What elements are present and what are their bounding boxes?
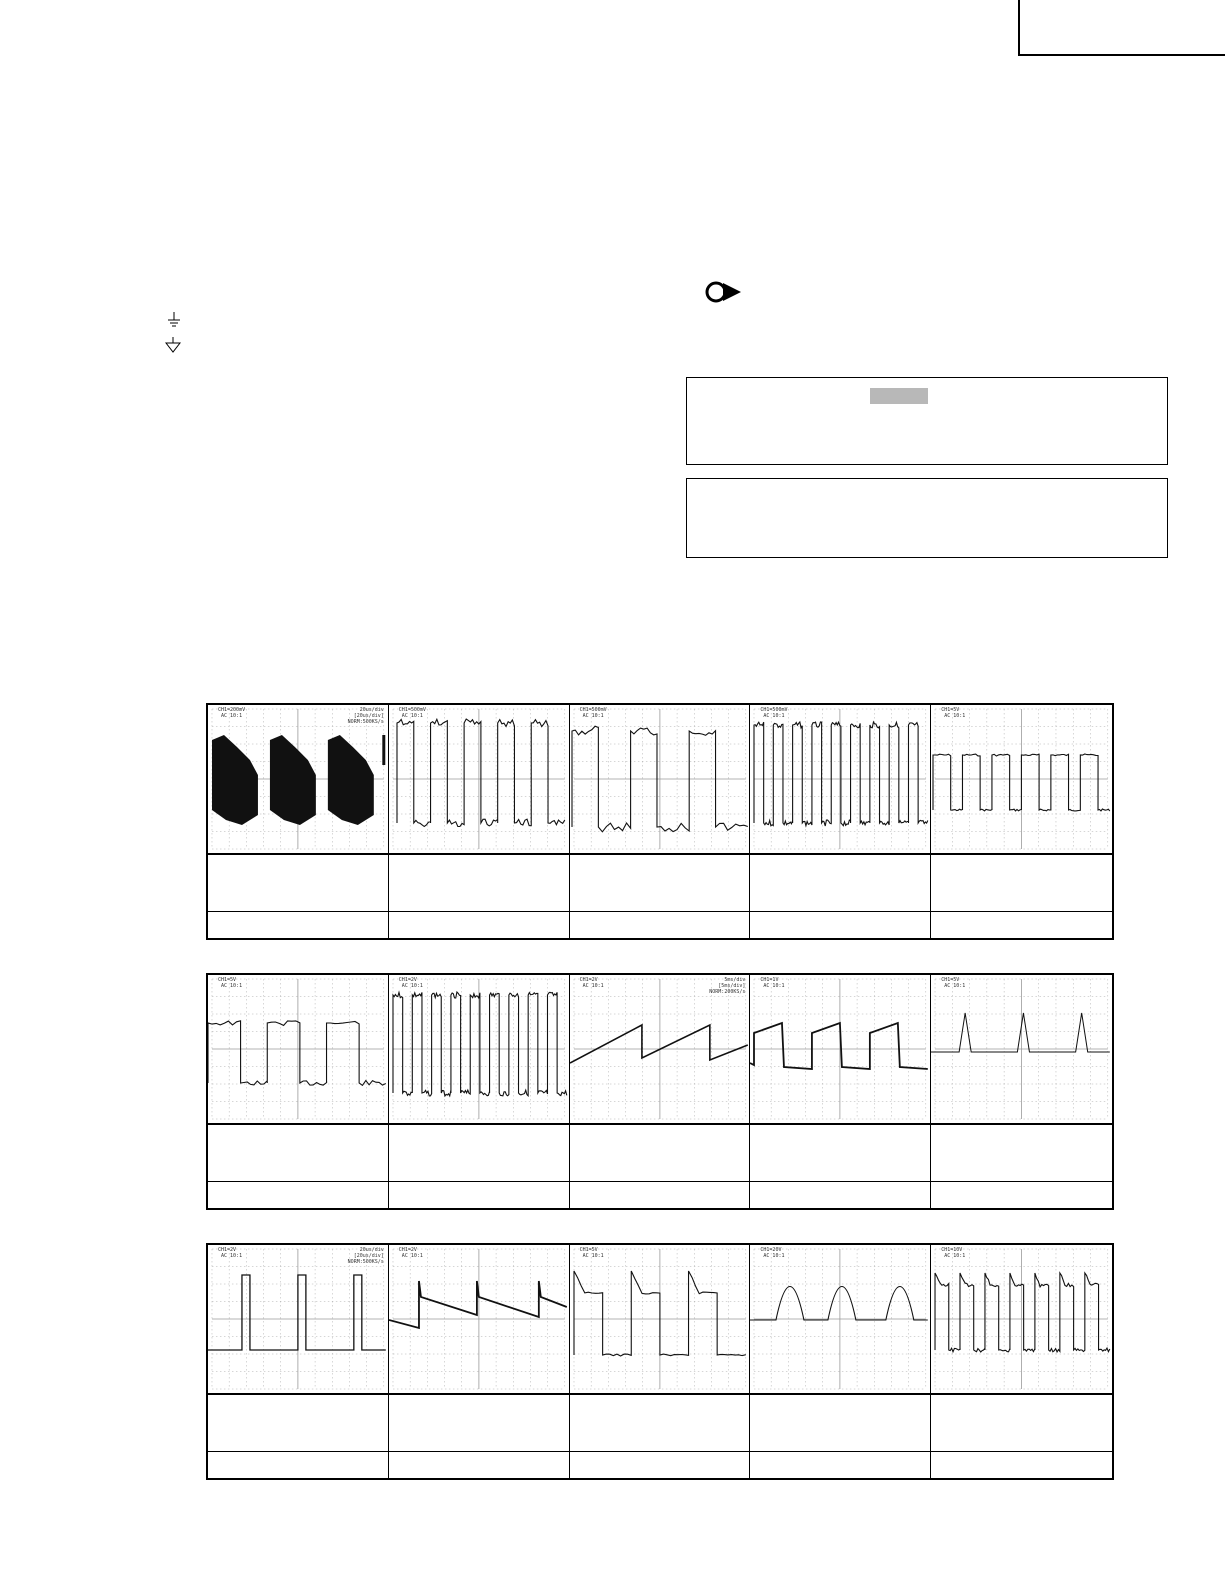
waveform-screen bbox=[208, 975, 388, 1125]
waveform-screen bbox=[750, 975, 930, 1125]
scope-setting-left: CH1=2V AC 10:1 bbox=[398, 977, 423, 989]
note-box-1 bbox=[686, 377, 1168, 465]
waveform-screen bbox=[570, 705, 750, 855]
waveform-plot bbox=[208, 1245, 388, 1393]
scope-setting-right: 5ms/div [5ms/div] NORM:200KS/s bbox=[709, 977, 746, 995]
waveform-plot bbox=[750, 705, 930, 853]
waveform-screen bbox=[570, 1245, 750, 1395]
waveform-trace bbox=[754, 722, 928, 826]
waveform-table bbox=[206, 973, 1114, 1210]
waveform-trace bbox=[750, 1287, 928, 1321]
waveform-screen bbox=[570, 975, 750, 1125]
waveform-cell bbox=[931, 975, 1112, 1208]
scope-setting-left: CH1=2V AC 10:1 bbox=[579, 977, 604, 989]
scope-setting-left: CH1=500mV AC 10:1 bbox=[760, 707, 788, 719]
waveform-screen bbox=[208, 1245, 388, 1395]
waveform-screen bbox=[931, 1245, 1112, 1395]
waveform-trace bbox=[208, 1021, 386, 1086]
waveform-caption bbox=[931, 1395, 1112, 1452]
page-number-box bbox=[1018, 0, 1225, 56]
waveform-caption bbox=[389, 1125, 569, 1182]
waveform-cell bbox=[208, 1245, 389, 1478]
waveform-plot bbox=[750, 1245, 930, 1393]
waveform-screen bbox=[389, 1245, 569, 1395]
waveform-trace bbox=[750, 1023, 928, 1069]
waveform-screen bbox=[931, 975, 1112, 1125]
waveform-caption bbox=[570, 1395, 750, 1452]
waveform-caption bbox=[750, 1125, 930, 1182]
waveform-plot bbox=[570, 1245, 750, 1393]
waveform-table bbox=[206, 703, 1114, 940]
scope-setting-left: CH1=2V AC 10:1 bbox=[398, 1247, 423, 1259]
waveform-label bbox=[389, 912, 569, 938]
waveform-cell bbox=[570, 705, 751, 938]
waveform-plot bbox=[389, 975, 569, 1123]
waveform-trace bbox=[212, 735, 258, 825]
waveform-label bbox=[570, 1182, 750, 1208]
waveform-trace bbox=[570, 1025, 748, 1063]
chassis-ground-icon bbox=[166, 312, 182, 330]
highlight-mark bbox=[870, 388, 928, 404]
waveform-trace bbox=[328, 735, 374, 825]
waveform-label bbox=[931, 912, 1112, 938]
waveform-cell bbox=[750, 705, 931, 938]
waveform-label bbox=[750, 1452, 930, 1478]
waveform-cell bbox=[208, 975, 389, 1208]
waveform-cell bbox=[389, 1245, 570, 1478]
signal-ground-icon bbox=[165, 337, 181, 355]
waveform-label bbox=[570, 912, 750, 938]
waveform-screen bbox=[750, 705, 930, 855]
waveform-caption bbox=[931, 855, 1112, 912]
waveform-trace bbox=[397, 719, 565, 827]
waveform-label bbox=[570, 1452, 750, 1478]
waveform-plot bbox=[389, 1245, 569, 1393]
scope-setting-left: CH1=5V AC 10:1 bbox=[579, 1247, 604, 1259]
waveform-caption bbox=[570, 1125, 750, 1182]
waveform-screen bbox=[931, 705, 1112, 855]
waveform-screen bbox=[750, 1245, 930, 1395]
waveform-caption bbox=[208, 1125, 388, 1182]
scope-setting-left: CH1=5V AC 10:1 bbox=[218, 977, 243, 989]
scope-setting-left: CH1=5V AC 10:1 bbox=[941, 707, 966, 719]
waveform-label bbox=[208, 1182, 388, 1208]
waveform-label bbox=[389, 1452, 569, 1478]
waveform-label bbox=[208, 912, 388, 938]
waveform-cell bbox=[931, 705, 1112, 938]
waveform-cell bbox=[570, 1245, 751, 1478]
waveform-plot bbox=[750, 975, 930, 1123]
waveform-caption bbox=[389, 855, 569, 912]
scope-setting-left: CH1=500mV AC 10:1 bbox=[579, 707, 607, 719]
scope-setting-right: 20us/div [20us/div] NORM:500KS/s bbox=[347, 707, 384, 725]
scope-setting-left: CH1=1V AC 10:1 bbox=[760, 977, 785, 989]
waveform-label bbox=[931, 1452, 1112, 1478]
waveform-plot bbox=[208, 705, 388, 853]
waveform-caption bbox=[570, 855, 750, 912]
waveform-label bbox=[208, 1452, 388, 1478]
waveform-cell bbox=[389, 975, 570, 1208]
note-pointer-icon bbox=[705, 280, 745, 304]
waveform-trace bbox=[933, 754, 1110, 811]
waveform-label bbox=[931, 1182, 1112, 1208]
waveform-cell bbox=[931, 1245, 1112, 1478]
waveform-caption bbox=[389, 1395, 569, 1452]
waveform-plot bbox=[208, 975, 388, 1123]
waveform-caption bbox=[208, 855, 388, 912]
waveform-plot bbox=[931, 705, 1112, 853]
scope-setting-left: CH1=10V AC 10:1 bbox=[941, 1247, 966, 1259]
waveform-label bbox=[389, 1182, 569, 1208]
waveform-plot bbox=[389, 705, 569, 853]
waveform-cell bbox=[208, 705, 389, 938]
waveform-plot bbox=[570, 975, 750, 1123]
waveform-caption bbox=[931, 1125, 1112, 1182]
waveform-label bbox=[750, 1182, 930, 1208]
waveform-cell bbox=[389, 705, 570, 938]
scope-setting-left: CH1=5V AC 10:1 bbox=[941, 977, 966, 989]
waveform-plot bbox=[570, 705, 750, 853]
waveform-plot bbox=[931, 975, 1112, 1123]
scope-setting-left: CH1=20V AC 10:1 bbox=[760, 1247, 785, 1259]
waveform-screen bbox=[389, 705, 569, 855]
waveform-screen bbox=[208, 705, 388, 855]
scope-setting-left: CH1=2V AC 10:1 bbox=[218, 1247, 243, 1259]
waveform-table bbox=[206, 1243, 1114, 1480]
scope-setting-right: 20us/div [20us/div] NORM:500KS/s bbox=[347, 1247, 384, 1265]
waveform-cell bbox=[570, 975, 751, 1208]
waveform-screen bbox=[389, 975, 569, 1125]
waveform-caption bbox=[208, 1395, 388, 1452]
waveform-trace bbox=[389, 1281, 567, 1328]
scope-setting-left: CH1=500mV AC 10:1 bbox=[398, 707, 426, 719]
waveform-label bbox=[750, 912, 930, 938]
waveform-plot bbox=[931, 1245, 1112, 1393]
waveform-caption bbox=[750, 855, 930, 912]
waveform-trace bbox=[270, 735, 316, 825]
waveform-caption bbox=[750, 1395, 930, 1452]
waveform-cell bbox=[750, 1245, 931, 1478]
waveform-trace bbox=[935, 1273, 1110, 1352]
note-box-2 bbox=[686, 478, 1168, 558]
waveform-cell bbox=[750, 975, 931, 1208]
scope-setting-left: CH1=200mV AC 10:1 bbox=[218, 707, 246, 719]
waveform-trace bbox=[931, 1013, 1110, 1052]
waveform-trace bbox=[393, 992, 567, 1096]
waveform-trace bbox=[208, 1275, 386, 1350]
